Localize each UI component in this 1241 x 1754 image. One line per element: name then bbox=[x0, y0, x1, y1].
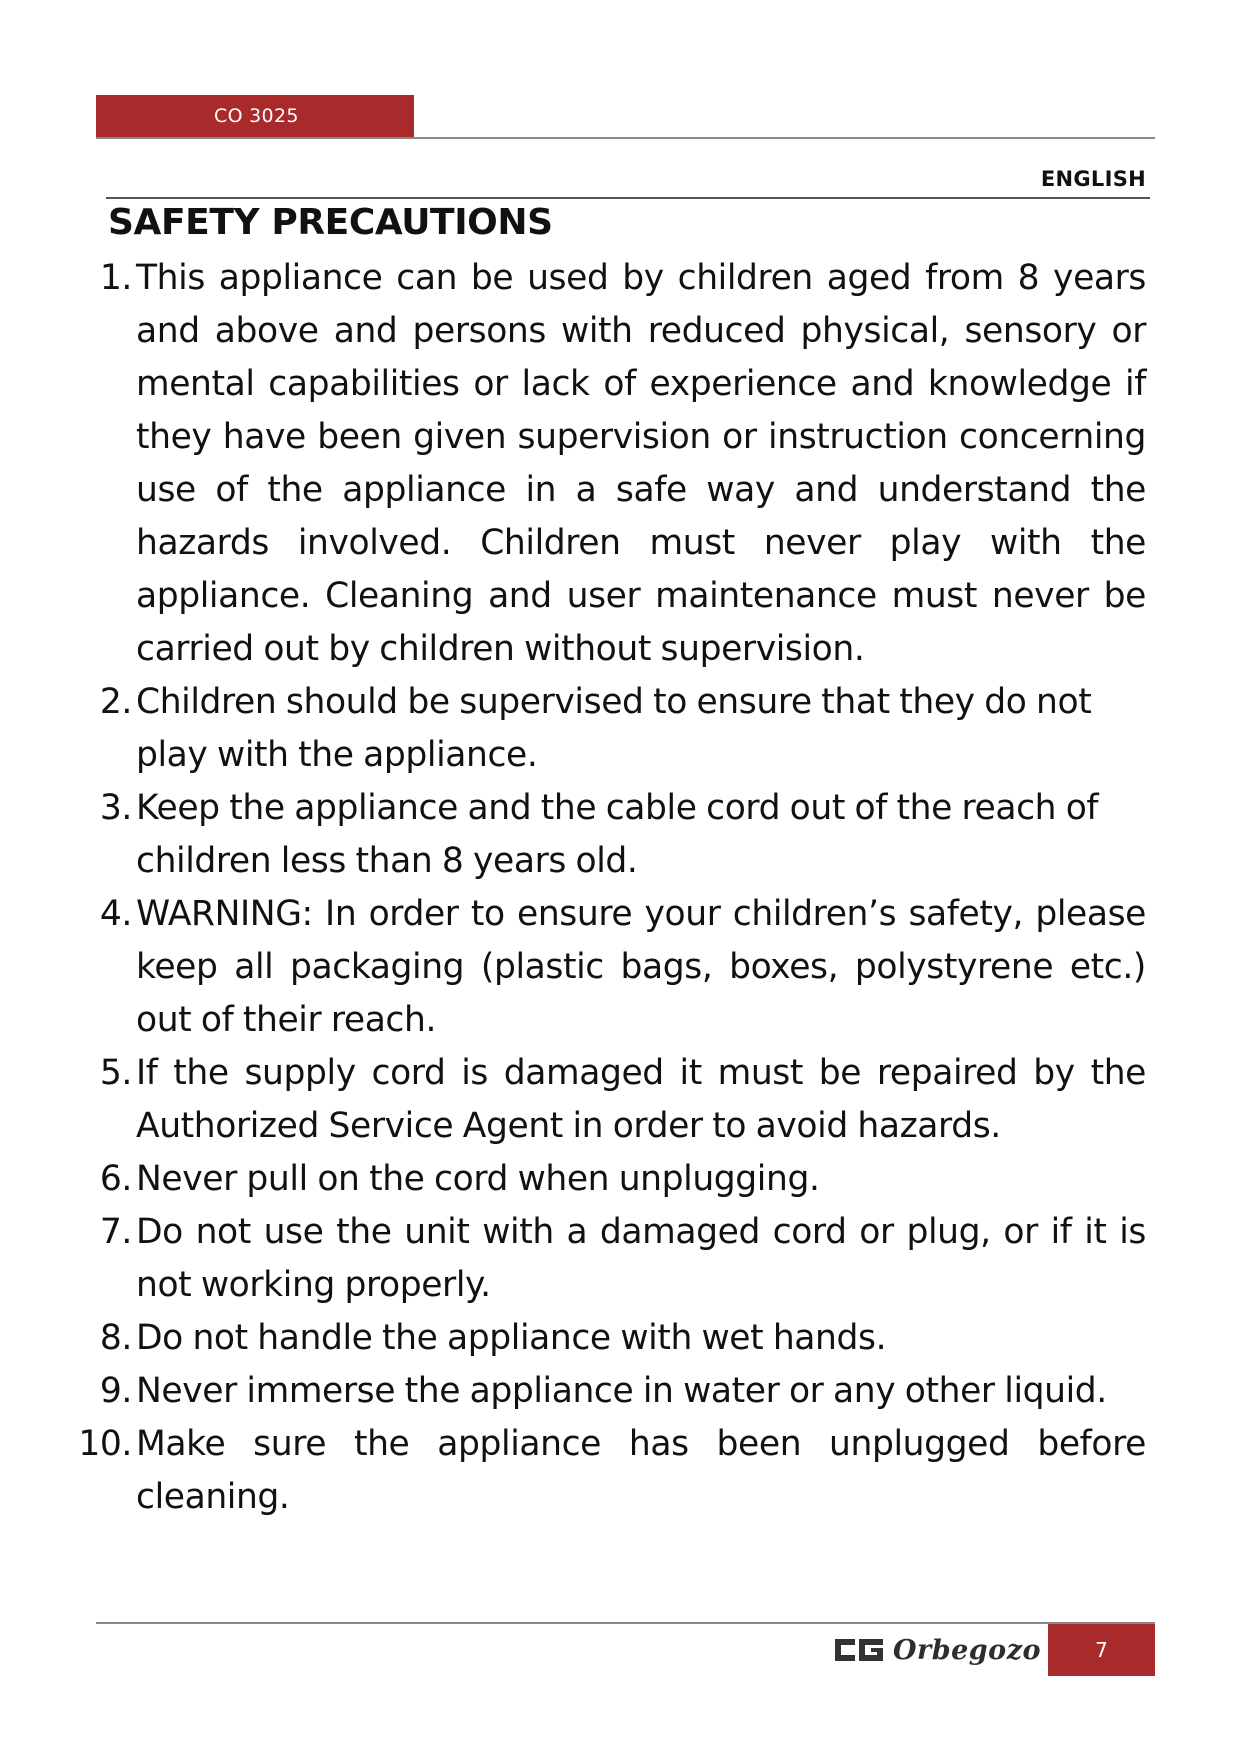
list-item bbox=[0, 782, 1146, 888]
list-item bbox=[0, 676, 1146, 782]
item-text: If the supply cord is damaged it must be repaired by the Authorized Service Agent in order to avoid hazards. bbox=[136, 1053, 1146, 1146]
precautions-list bbox=[0, 252, 1241, 1524]
brand-logo bbox=[835, 1628, 1041, 1672]
item-number: 7. bbox=[99, 1212, 132, 1252]
list-item bbox=[0, 1312, 1146, 1365]
item-text: This appliance can be used by children aged from 8 years and above and persons with reduced physical, sensory or mental capabilities or lack of experience and knowledge if they have been given supervision or instruction concerning use of the appliance in a safe way and understand the hazards involved. Children must never play with the appliance. Cleaning and user maintenance must never be carried out by children without supervision. bbox=[136, 258, 1146, 669]
brand-name: Orbegozo bbox=[893, 1634, 1042, 1666]
item-number: 9. bbox=[99, 1371, 132, 1411]
list-item bbox=[0, 888, 1146, 1047]
list-item bbox=[0, 1206, 1146, 1312]
item-text: Make sure the appliance has been unplugged before cleaning. bbox=[136, 1424, 1146, 1517]
brand-mark-icon bbox=[835, 1637, 883, 1663]
list-item bbox=[0, 1153, 1146, 1206]
item-text: Do not use the unit with a damaged cord or plug, or if it is not working properly. bbox=[136, 1212, 1146, 1305]
list-item bbox=[0, 1047, 1146, 1153]
item-number: 4. bbox=[99, 894, 132, 934]
header-rule bbox=[96, 137, 1155, 139]
item-text: Never pull on the cord when unplugging. bbox=[136, 1159, 820, 1199]
item-number: 3. bbox=[99, 788, 132, 828]
list-item bbox=[0, 252, 1146, 676]
list-item bbox=[0, 1365, 1146, 1418]
list-item bbox=[0, 1418, 1146, 1524]
item-text: Children should be supervised to ensure that they do not play with the appliance. bbox=[136, 682, 1092, 775]
item-number: 1. bbox=[99, 258, 132, 298]
item-number: 8. bbox=[99, 1318, 132, 1358]
item-number: 10. bbox=[78, 1424, 132, 1464]
model-label: CO 3025 bbox=[96, 95, 414, 137]
item-number: 6. bbox=[99, 1159, 132, 1199]
item-number: 2. bbox=[99, 682, 132, 722]
language-rule bbox=[106, 197, 1150, 199]
item-number: 5. bbox=[99, 1053, 132, 1093]
item-text: Keep the appliance and the cable cord out of the reach of children less than 8 years old. bbox=[136, 788, 1099, 881]
item-text: Never immerse the appliance in water or any other liquid. bbox=[136, 1371, 1107, 1411]
language-label: ENGLISH bbox=[1040, 167, 1146, 191]
section-title: SAFETY PRECAUTIONS bbox=[108, 202, 553, 243]
footer-rule bbox=[96, 1622, 1155, 1624]
page-number: 7 bbox=[1048, 1624, 1155, 1676]
item-text: Do not handle the appliance with wet hands. bbox=[136, 1318, 887, 1358]
item-text: WARNING: In order to ensure your children’s safety, please keep all packaging (plastic bags, boxes, polystyrene etc.) out of their reach. bbox=[136, 894, 1146, 1040]
